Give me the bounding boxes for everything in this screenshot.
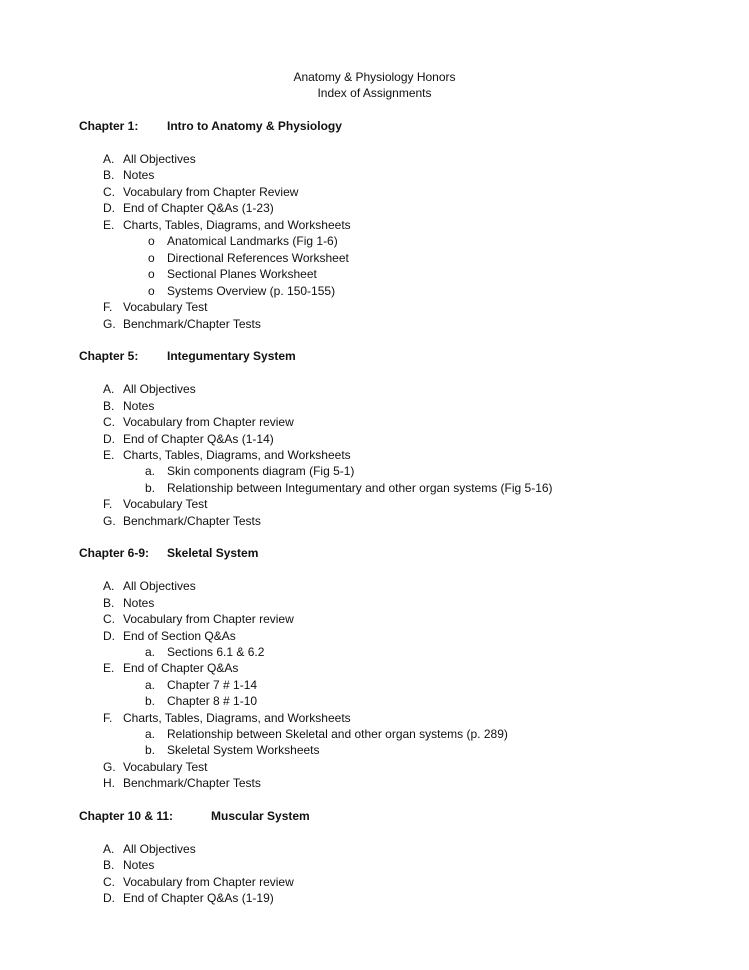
list-item: Vocabulary Test bbox=[123, 497, 208, 511]
list-marker: C. bbox=[103, 415, 115, 429]
list-marker: A. bbox=[103, 579, 115, 593]
list-marker: D. bbox=[103, 432, 115, 446]
bullet-marker: o bbox=[148, 267, 155, 281]
chapter-title: Intro to Anatomy & Physiology bbox=[167, 119, 342, 133]
sub-marker: a. bbox=[145, 727, 156, 741]
list-item: Benchmark/Chapter Tests bbox=[123, 317, 261, 331]
list-item: Vocabulary from Chapter Review bbox=[123, 185, 299, 199]
list-item: All Objectives bbox=[123, 382, 196, 396]
list-marker: A. bbox=[103, 152, 115, 166]
list-marker: B. bbox=[103, 168, 115, 182]
list-item: Sections 6.1 & 6.2 bbox=[167, 645, 265, 659]
list-item: Notes bbox=[123, 596, 155, 610]
list-marker: D. bbox=[103, 891, 115, 905]
list-item: Vocabulary from Chapter review bbox=[123, 612, 294, 626]
bullet-marker: o bbox=[148, 284, 155, 298]
list-item: End of Chapter Q&As (1-19) bbox=[123, 891, 274, 905]
list-item: End of Chapter Q&As (1-14) bbox=[123, 432, 274, 446]
list-marker: B. bbox=[103, 858, 115, 872]
list-item: Vocabulary Test bbox=[123, 760, 208, 774]
list-item: Benchmark/Chapter Tests bbox=[123, 514, 261, 528]
list-item: Sectional Planes Worksheet bbox=[167, 267, 317, 281]
list-marker: A. bbox=[103, 842, 115, 856]
sub-marker: b. bbox=[145, 481, 156, 495]
list-item: All Objectives bbox=[123, 152, 196, 166]
sub-marker: a. bbox=[145, 645, 156, 659]
list-marker: G. bbox=[103, 317, 116, 331]
list-marker: F. bbox=[103, 497, 113, 511]
sub-marker: a. bbox=[145, 678, 156, 692]
list-marker: E. bbox=[103, 218, 115, 232]
list-item: Charts, Tables, Diagrams, and Worksheets bbox=[123, 218, 351, 232]
bullet-marker: o bbox=[148, 251, 155, 265]
chapter-title: Muscular System bbox=[211, 809, 310, 823]
list-item: Relationship between Integumentary and other organ systems (Fig 5-16) bbox=[167, 481, 553, 495]
list-item: End of Chapter Q&As bbox=[123, 661, 239, 675]
list-item: Notes bbox=[123, 858, 155, 872]
list-item: Anatomical Landmarks (Fig 1-6) bbox=[167, 234, 338, 248]
list-item: Skin components diagram (Fig 5-1) bbox=[167, 464, 355, 478]
list-item: Charts, Tables, Diagrams, and Worksheets bbox=[123, 448, 351, 462]
list-item: End of Section Q&As bbox=[123, 629, 236, 643]
document-title: Anatomy & Physiology Honors bbox=[293, 70, 456, 84]
list-marker: D. bbox=[103, 629, 115, 643]
list-item: Systems Overview (p. 150-155) bbox=[167, 284, 336, 298]
list-item: Chapter 7 # 1-14 bbox=[167, 678, 258, 692]
list-item: Charts, Tables, Diagrams, and Worksheets bbox=[123, 711, 351, 725]
bullet-marker: o bbox=[148, 234, 155, 248]
list-item: All Objectives bbox=[123, 579, 196, 593]
chapter-title: Integumentary System bbox=[167, 349, 296, 363]
chapter-label: Chapter 5: bbox=[79, 349, 139, 363]
list-item: All Objectives bbox=[123, 842, 196, 856]
sub-marker: a. bbox=[145, 464, 156, 478]
list-marker: A. bbox=[103, 382, 115, 396]
chapter-label: Chapter 6-9: bbox=[79, 546, 150, 560]
list-marker: B. bbox=[103, 399, 115, 413]
list-item: Notes bbox=[123, 168, 155, 182]
list-item: Chapter 8 # 1-10 bbox=[167, 694, 258, 708]
chapter-label: Chapter 10 & 11: bbox=[79, 809, 174, 823]
list-marker: D. bbox=[103, 201, 115, 215]
list-item: Vocabulary from Chapter review bbox=[123, 415, 294, 429]
list-item: Benchmark/Chapter Tests bbox=[123, 776, 261, 790]
list-marker: C. bbox=[103, 612, 115, 626]
sub-marker: b. bbox=[145, 743, 156, 757]
list-marker: F. bbox=[103, 711, 113, 725]
list-marker: G. bbox=[103, 760, 116, 774]
chapter-label: Chapter 1: bbox=[79, 119, 139, 133]
list-marker: C. bbox=[103, 185, 115, 199]
list-marker: B. bbox=[103, 596, 115, 610]
document-subtitle: Index of Assignments bbox=[317, 86, 432, 100]
list-item: Vocabulary Test bbox=[123, 300, 208, 314]
sub-marker: b. bbox=[145, 694, 156, 708]
list-item: Skeletal System Worksheets bbox=[167, 743, 320, 757]
chapter-title: Skeletal System bbox=[167, 546, 259, 560]
list-marker: E. bbox=[103, 661, 115, 675]
list-marker: E. bbox=[103, 448, 115, 462]
list-marker: F. bbox=[103, 300, 113, 314]
list-item: Vocabulary from Chapter review bbox=[123, 875, 294, 889]
list-marker: G. bbox=[103, 514, 116, 528]
list-marker: H. bbox=[103, 776, 115, 790]
list-item: End of Chapter Q&As (1-23) bbox=[123, 201, 274, 215]
list-marker: C. bbox=[103, 875, 115, 889]
list-item: Notes bbox=[123, 399, 155, 413]
list-item: Relationship between Skeletal and other organ systems (p. 289) bbox=[167, 727, 508, 741]
list-item: Directional References Worksheet bbox=[167, 251, 349, 265]
